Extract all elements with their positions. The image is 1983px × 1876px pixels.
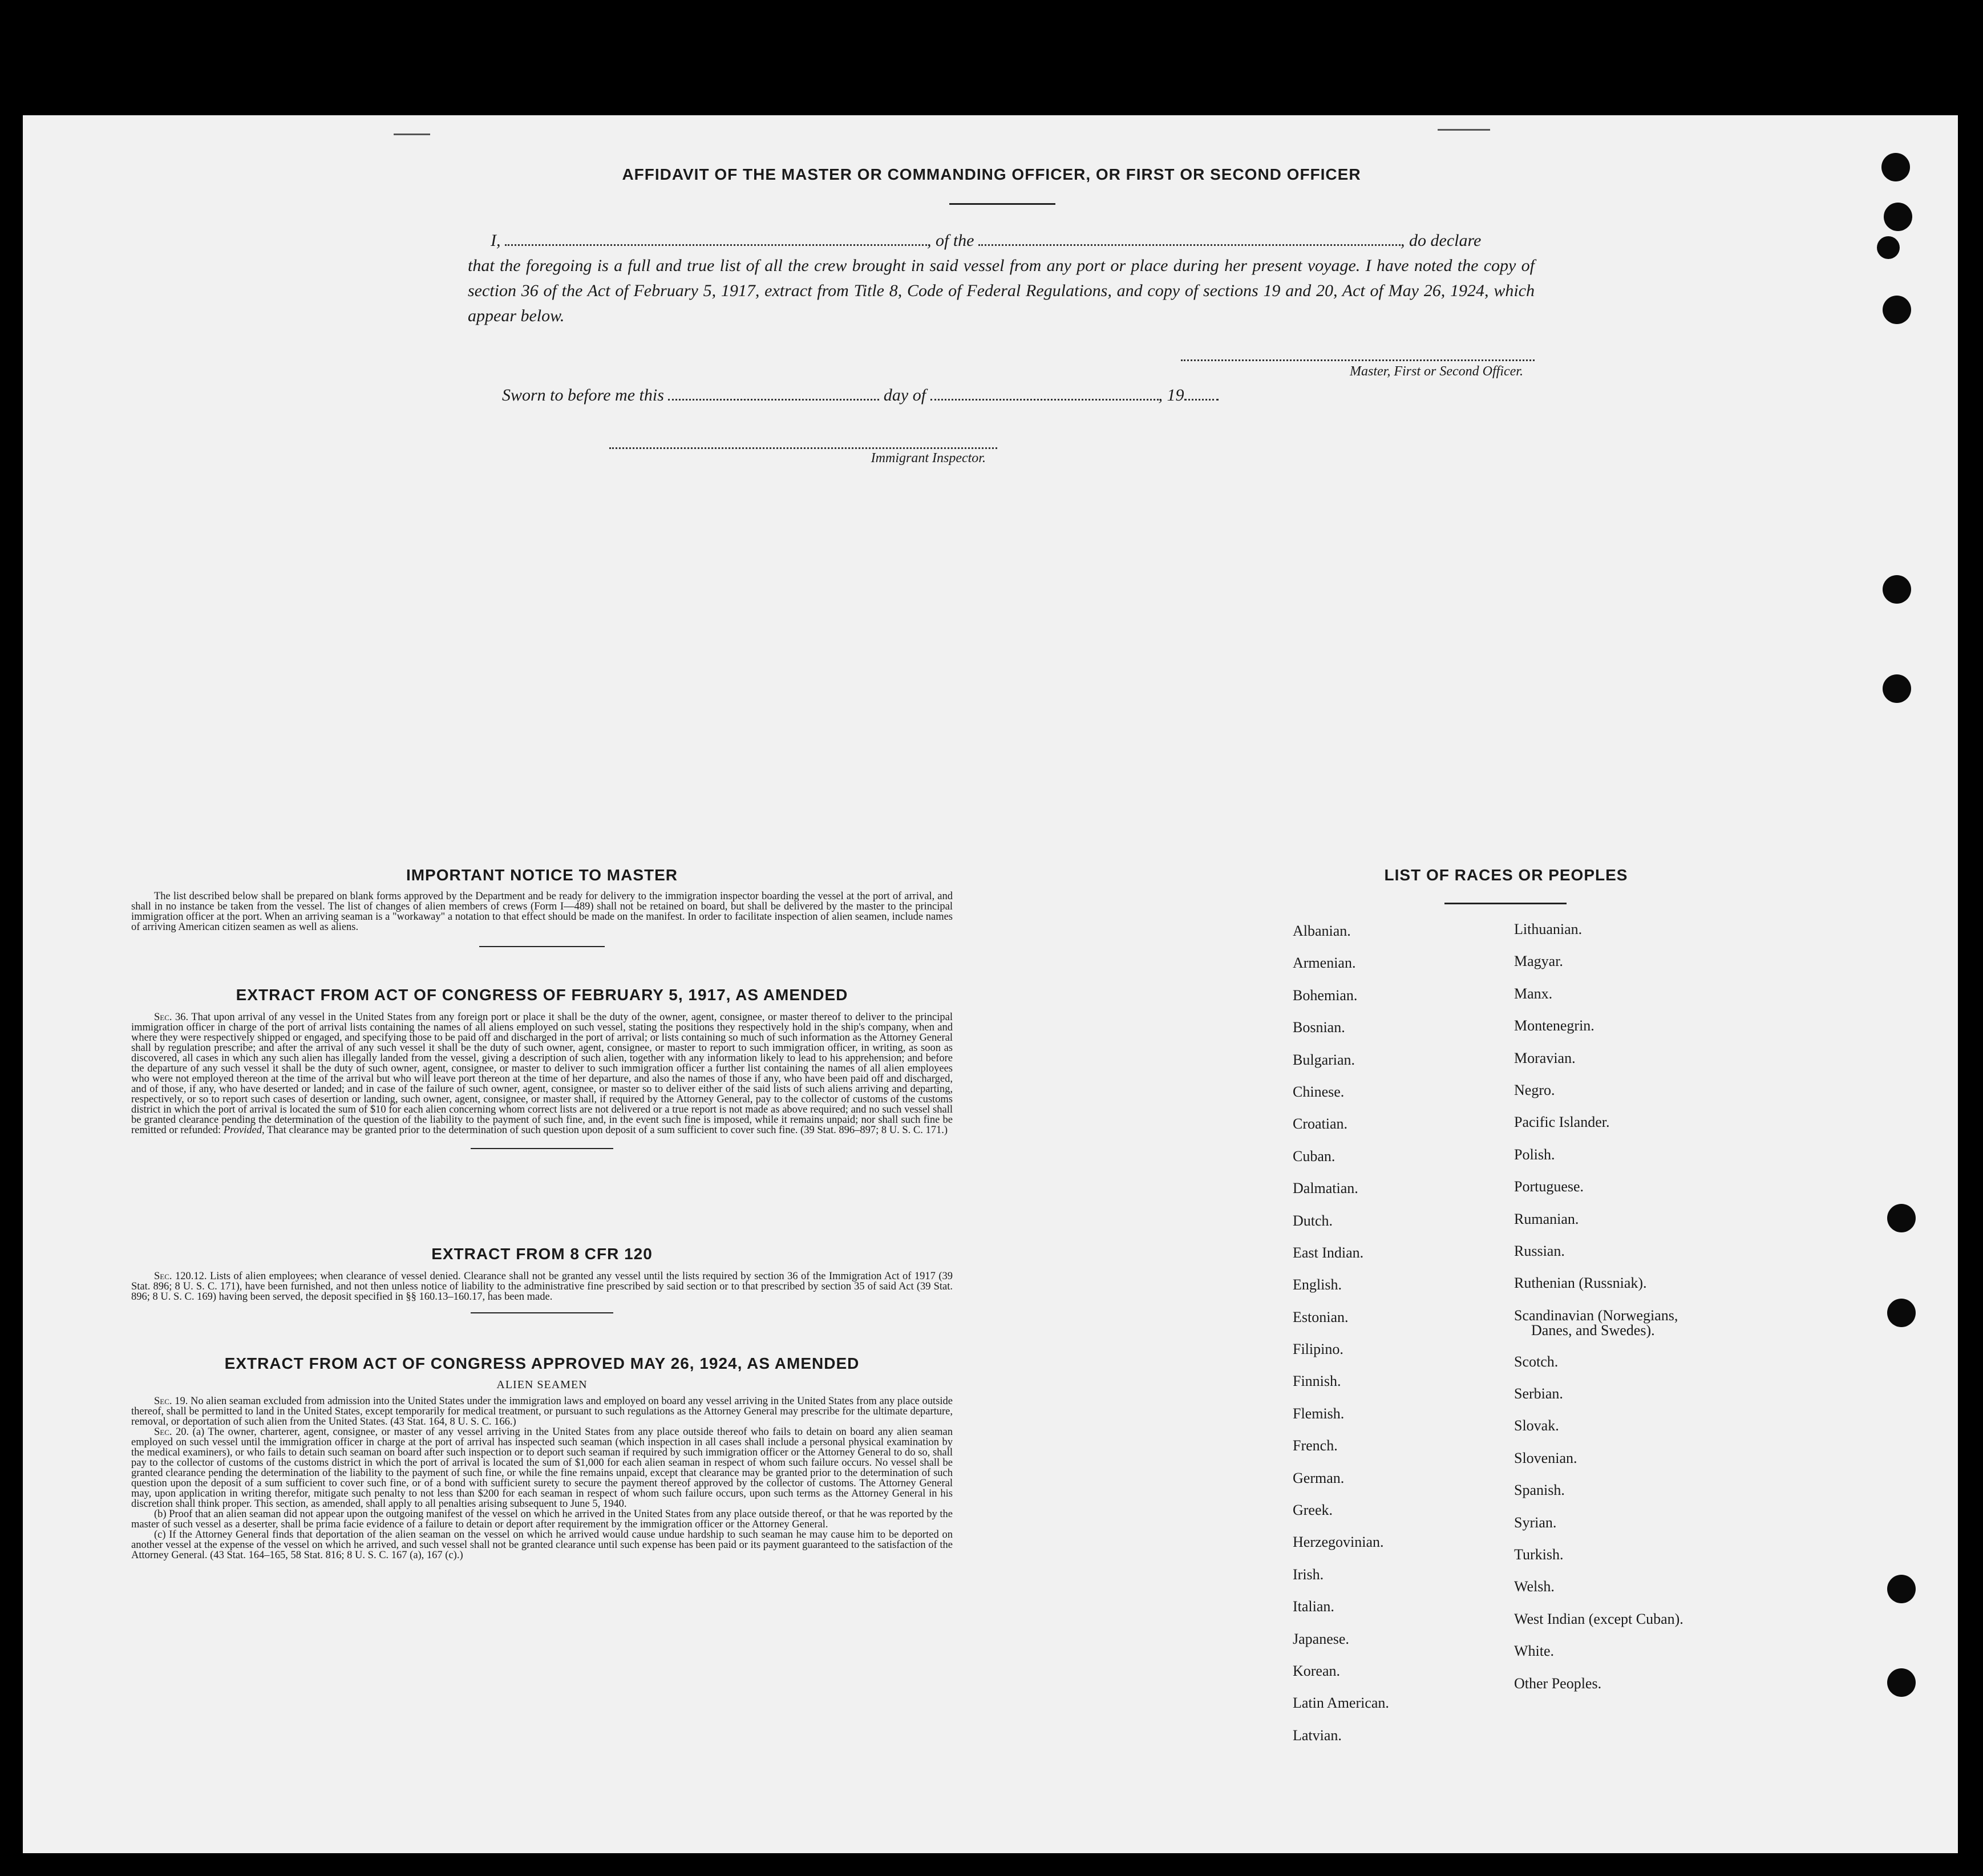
race-item: Slovenian. <box>1514 1449 1577 1466</box>
master-signature-label: Master, First or Second Officer. <box>1350 364 1523 379</box>
sec20b-text: (b) Proof that an alien seaman did not appear upon the outgoing manifest of the vessel on which he arrived in the United States from any place outside thereof, or that he was reported by the master of such vessel as a deserter, shall be prima facie evidence of a failure to detain or deport after requirement by the immigration officer or the Attorney General. <box>131 1509 953 1530</box>
race-item: Spanish. <box>1514 1482 1565 1499</box>
stray-mark <box>1438 129 1490 131</box>
extract-1924-section <box>131 1355 953 1560</box>
sec36-text: That upon arrival of any vessel in the United States from any foreign port or place it shall be the duty of the owner, agent, consignee, or master thereof to deliver to the principal immigration officer in charge of the port of arrival lists containing the names of all aliens employed on such vessel, stating the positions they respectively hold in the ship's company, when and where they were respectively shipped or engaged, and specifying those to be paid off and discharged in the port of arrival; or lists containing so much of such information as the Attorney General shall by regulation prescribe; and after the arrival of any such vessel it shall be the duty of such owner, agent, consignee, or master to report to such immigration officer, in writing, as soon as discovered, all cases in which any such alien has illegally landed from the vessel, giving a description of such alien, together with any information likely to lead to his apprehension; and before the departure of any such vessel it shall be the duty of such owner, agent, consignee, or master to deliver to such immigration officer a further list containing the names of all alien employees who were not employed thereon at the time of the arrival but who will leave port thereon at the time of her departure, and also the names of those if any, who have been paid off and discharged, and of those, if any, who have deserted or landed; and in case of the failure of such owner, agent, consignee, or master so to deliver either of the said lists of such aliens arriving and departing, respectively, or so to report such cases of desertion or landing, such owner, agent, consignee, or master shall, if required by the Attorney General, pay to the collector of customs of the customs district in which the port of arrival is located the sum of $10 for each alien concerning whom correct lists are not delivered or a true report is not made as above required; and no such vessel shall be granted clearance pending the determination of the question of the liability to the payment of such fine, and, in the event such fine is imposed, while it remains unpaid; nor shall such fine be remitted or refunded: <box>131 1012 953 1136</box>
race-item: Japanese. <box>1293 1630 1349 1647</box>
punch-hole-icon <box>1887 1668 1916 1697</box>
proviso-text: That clearance may be granted prior to the determination of such question upon deposit of a sum sufficient to cover such fine. (39 Stat. 896–897; 8 U. S. C. 171.) <box>266 1125 948 1136</box>
race-item: Flemish. <box>1293 1405 1345 1422</box>
race-item: White. <box>1514 1643 1555 1660</box>
master-signature-field[interactable] <box>1181 359 1535 361</box>
race-item: Korean. <box>1293 1662 1341 1679</box>
race-item: Irish. <box>1293 1566 1324 1583</box>
race-item: Manx. <box>1514 985 1553 1002</box>
extract-1924-title: EXTRACT FROM ACT OF CONGRESS APPROVED MAY 26, 1924, AS AMENDED <box>224 1355 860 1372</box>
sec120-label: Sec. 120.12. <box>154 1271 207 1282</box>
of-the-label: , of the <box>927 231 974 250</box>
extract-1917-text <box>131 1012 953 1135</box>
race-item: Russian. <box>1514 1242 1565 1259</box>
sworn-line <box>502 386 1301 405</box>
sworn-year-label: , 19 <box>1158 386 1184 405</box>
alien-seamen-subtitle: ALIEN SEAMEN <box>496 1378 588 1391</box>
sworn-day-field[interactable] <box>668 399 879 401</box>
notice-section <box>131 866 953 947</box>
sworn-day-of: day of <box>883 386 926 405</box>
race-item: Bulgarian. <box>1293 1051 1355 1068</box>
race-item: French. <box>1293 1437 1338 1454</box>
race-item: Dalmatian. <box>1293 1180 1358 1197</box>
affidavit-body <box>468 228 1535 329</box>
race-item: Serbian. <box>1514 1385 1563 1402</box>
race-item: Italian. <box>1293 1598 1334 1615</box>
race-item: Rumanian. <box>1514 1210 1579 1227</box>
race-item: Armenian. <box>1293 955 1356 972</box>
sec19-text <box>131 1396 953 1427</box>
races-right-column <box>1514 921 1683 1707</box>
sec20-label: Sec. 20. <box>154 1426 189 1438</box>
declarant-name-field[interactable] <box>505 244 927 246</box>
section-rule <box>471 1148 613 1149</box>
extract-cfr-title: EXTRACT FROM 8 CFR 120 <box>431 1245 653 1263</box>
punch-hole-icon <box>1883 575 1911 604</box>
punch-hole-icon <box>1883 674 1911 703</box>
affidavit-declaration-line <box>468 228 1535 253</box>
affidavit-statement: that the foregoing is a full and true list of all the crew brought in said vessel from any port or place during her present voyage. I have noted the copy of section 36 of the Act of February 5, 1917, extract from Title 8, Code of Federal Regulations, and copy of sections 19 and 20, Act of May 26, 1924, which appear below. <box>468 256 1535 325</box>
extract-1917-title: EXTRACT FROM ACT OF CONGRESS OF FEBRUARY 5, 1917, AS AMENDED <box>236 986 848 1004</box>
race-item: German. <box>1293 1469 1345 1486</box>
race-item: Croatian. <box>1293 1115 1348 1133</box>
punch-hole-icon <box>1883 296 1911 324</box>
race-item: Latin American. <box>1293 1695 1389 1712</box>
inspector-signature-field[interactable] <box>609 447 997 449</box>
sworn-month-field[interactable] <box>930 399 1159 401</box>
sec120-text: Lists of alien employees; when clearance of vessel denied. Clearance shall not be granted any vessel until the lists required by section 36 of the Immigration Act of 1917 (39 Stat. 896; 8 U. S. C. 171), have been furnished, and not then unless notice of liability to the administrative fine prescribed by said section or to that prescribed by section 35 of said Act (39 Stat. 896; 8 U. S. C. 169) having been served, the deposit specified in §§ 160.13–160.17, has been made. <box>131 1271 953 1303</box>
race-item: Scotch. <box>1514 1353 1559 1370</box>
race-item: Filipino. <box>1293 1341 1343 1358</box>
race-item: Slovak. <box>1514 1417 1559 1434</box>
sec20a-text <box>131 1427 953 1509</box>
race-item: Negro. <box>1514 1081 1555 1098</box>
sworn-prefix: Sworn to before me this <box>502 386 664 405</box>
race-item: Portuguese. <box>1514 1178 1584 1195</box>
declarant-label: I, <box>491 231 501 250</box>
race-item: Bosnian. <box>1293 1019 1345 1036</box>
punch-hole-icon <box>1887 1575 1916 1603</box>
inspector-label: Immigrant Inspector. <box>871 451 986 466</box>
extract-cfr-text <box>131 1271 953 1302</box>
punch-hole-icon <box>1877 236 1900 259</box>
sec20a-body: (a) The owner, charterer, agent, consignee, or master of any vessel arriving in the United States from any place outside thereof who fails to detain on board any alien seaman employed on such vessel until the immigration officer in charge at the port of arrival has inspected such seaman (which inspection in all cases shall include a personal physical examination by the medical examiners), or who fails to detain such seaman on board after such inspection or to deport such seaman if required by such immigration officer or the Attorney General to do so, shall pay to the collector of customs of the customs district in which the port of arrival is located the sum of $1,000 for each alien seaman in respect of whom such failure occurs. No vessel shall be granted clearance pending the determination of the liability to the payment of such fine, or while the fine remains unpaid, except that clearance may be granted prior to the determination of such question upon the deposit of a sum sufficient to cover such fine, or of a bond with sufficient surety to secure the payment thereof approved by the collector of customs. The Attorney General may, upon application in writing therefor, mitigate such penalty to not less than $200 for each seaman in respect of whom such failure occurs, upon such terms as the Attorney General in his discretion shall think proper. This section, as amended, shall apply to all penalties arising subsequent to June 5, 1940. <box>131 1426 953 1510</box>
sworn-year-field[interactable] <box>1184 399 1219 401</box>
race-item: Turkish. <box>1514 1546 1564 1563</box>
vessel-name-field[interactable] <box>978 244 1401 246</box>
extract-1917-section <box>131 986 953 1149</box>
race-item: Lithuanian. <box>1514 921 1583 937</box>
race-item: East Indian. <box>1293 1244 1364 1261</box>
extract-cfr-section <box>131 1245 953 1313</box>
race-item: Finnish. <box>1293 1373 1341 1390</box>
race-item: Pacific Islander. <box>1514 1114 1610 1131</box>
race-item: English. <box>1293 1276 1342 1293</box>
sec19-label: Sec. 19. <box>154 1396 188 1407</box>
race-item: Estonian. <box>1293 1308 1349 1325</box>
section-rule <box>479 946 605 947</box>
stray-mark <box>394 134 430 135</box>
race-item: Chinese. <box>1293 1083 1345 1100</box>
race-item: Greek. <box>1293 1502 1333 1519</box>
do-declare-label: , do declare <box>1401 231 1482 250</box>
race-item: Syrian. <box>1514 1514 1557 1531</box>
punch-hole-icon <box>1887 1299 1916 1327</box>
sec19-body: No alien seaman excluded from admission into the United States under the immigration laws and employed on board any vessel arriving in the United States from any place outside thereof, shall be permitted to land in the United States, except temporarily for medical treatment, or pursuant to such regulations as the Attorney General may prescribe for the ultimate departure, removal, or deportation of such alien from the United States. (43 Stat. 164, 8 U. S. C. 166.) <box>131 1396 953 1428</box>
title-rule <box>1444 903 1567 904</box>
race-item: Ruthenian (Russniak). <box>1514 1275 1647 1292</box>
race-item: Bohemian. <box>1293 986 1358 1004</box>
section-rule <box>471 1312 613 1313</box>
race-item: Herzegovinian. <box>1293 1534 1384 1551</box>
punch-hole-icon <box>1887 1204 1916 1232</box>
title-rule <box>949 203 1055 205</box>
punch-hole-icon <box>1884 203 1912 231</box>
race-item: Montenegrin. <box>1514 1017 1595 1034</box>
race-item: Scandinavian (Norwegians, <box>1514 1307 1678 1324</box>
race-item: Polish. <box>1514 1146 1555 1163</box>
race-item: Latvian. <box>1293 1727 1342 1744</box>
race-item: Moravian. <box>1514 1049 1576 1066</box>
race-item: Welsh. <box>1514 1578 1555 1595</box>
race-item: Dutch. <box>1293 1212 1333 1229</box>
races-title: LIST OF RACES OR PEOPLES <box>1384 866 1628 884</box>
notice-title: IMPORTANT NOTICE TO MASTER <box>406 866 678 884</box>
race-item: West Indian (except Cuban). <box>1514 1610 1683 1627</box>
sec20c-text: (c) If the Attorney General finds that deportation of the alien seaman on the vessel on which he arrived would cause undue hardship to such seaman he may cause him to be deported on another vessel at the expense of the vessel on which he arrived, and such vessel shall not be granted clearance until such expense has been paid or its payment guaranteed to the satisfaction of the Attorney General. (43 Stat. 164–165, 58 Stat. 816; 8 U. S. C. 167 (a), 167 (c).) <box>131 1529 953 1561</box>
race-item: Danes, and Swedes). <box>1531 1321 1655 1339</box>
affidavit-title: AFFIDAVIT OF THE MASTER OR COMMANDING OFFICER, OR FIRST OR SECOND OFFICER <box>622 165 1361 183</box>
races-left-column <box>1293 923 1389 1759</box>
race-item: Albanian. <box>1293 923 1351 939</box>
notice-text: The list described below shall be prepared on blank forms approved by the Department and be ready for delivery to the immigration inspector boarding the vessel at the port of arrival, and shall in no instance be taken from the vessel. The list of changes of alien members of crews (Form I—489) shall not be retained on board, but shall be delivered by the master to the principal immigration officer at the port. When an arriving seaman is a "workaway" a notation to that effect should be made on the manifest. In order to facilitate inspection of alien seamen, include names of arriving American citizen seamen as well as aliens. <box>131 891 953 933</box>
race-item: Magyar. <box>1514 953 1563 970</box>
sec36-label: Sec. 36. <box>154 1012 189 1023</box>
proviso-label: Provided, <box>223 1125 265 1136</box>
race-item: Cuban. <box>1293 1147 1336 1165</box>
race-item: Other Peoples. <box>1514 1675 1602 1692</box>
